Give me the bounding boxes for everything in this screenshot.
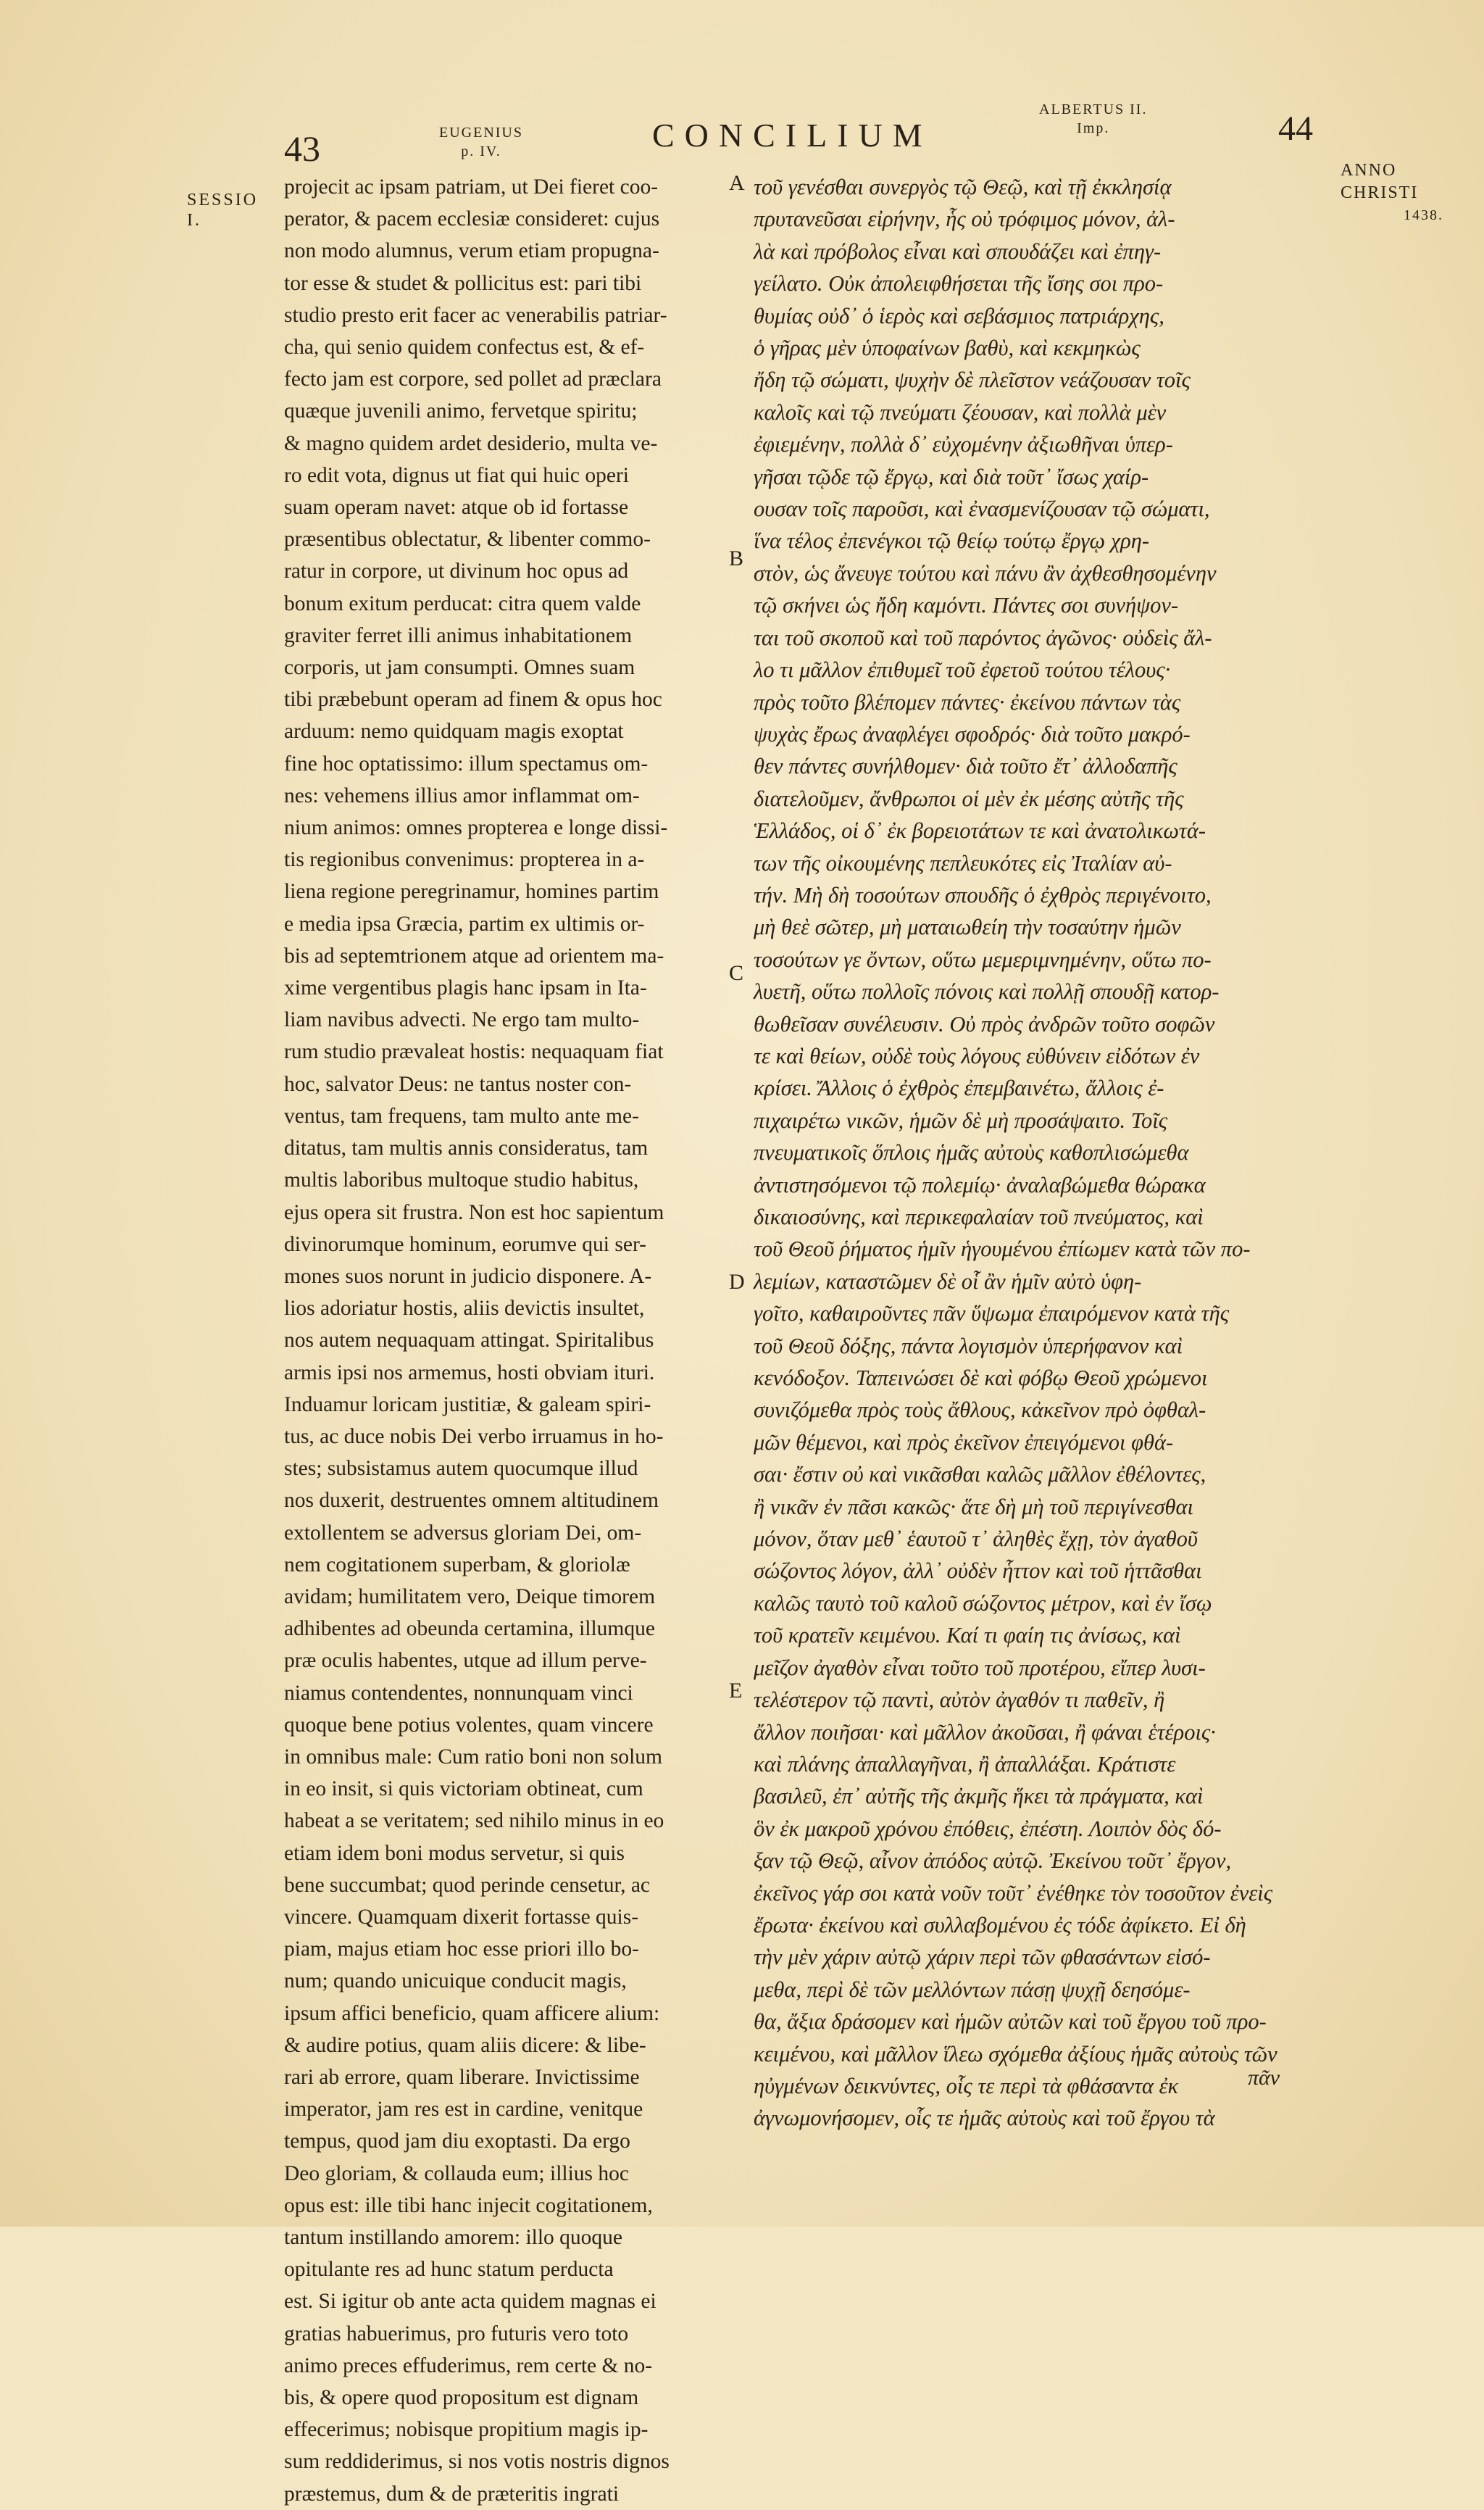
year-value: 1438.	[1404, 207, 1443, 223]
running-head-right-text: ALBERTUS II. Imp.	[1039, 101, 1148, 136]
running-head-left	[439, 123, 523, 161]
greek-column: τοῦ γενέσθαι συνεργὸς τῷ Θεῷ, καὶ τῇ ἐκκλησίᾳ πρυτανεῦσαι εἰρήνην, ἧς οὐ τρόφιμος μόνον, ἀλ- λὰ καὶ πρόβολος εἶναι καὶ σπουδάζει καὶ ἐπηγ- γείλατο. Οὐκ ἀπολειφθήσεται τῆς ἴσης σοι προ- θυμίας οὐδ᾽ ὁ ἱερὸς καὶ σεβάσμιος πατριάρχης, ὁ γῆρας μὲν ὑποφαίνων βαθὺ, καὶ κεκμηκὼς ἤδη τῷ σώματι, ψυχὴν δὲ πλεῖστον νεάζουσαν τοῖς καλοῖς καὶ τῷ πνεύματι ζέουσαν, καὶ πολλὰ μὲν ἐφιεμένην, πολλὰ δ᾽ εὐχομένην ἀξιωθῆναι ὑπερ- γῆσαι τῷδε τῷ ἔργῳ, καὶ διὰ τοῦτ᾽ ἴσως χαίρ- ουσαν τοῖς παροῦσι, καὶ ἐνασμενίζουσαν τῷ σώματι, ἵνα τέλος ἐπενέγκοι τῷ θείῳ τούτῳ ἔργῳ χρη- στὸν, ὡς ἄνευγε τούτου καὶ πάνυ ἂν ἀχθεσθησομένην τῷ σκήνει ὡς ἤδη καμόντι. Πάντες σοι συνήψον- ται τοῦ σκοποῦ καὶ τοῦ παρόντος ἀγῶνος· οὐδεὶς ἄλ- λο τι μᾶλλον ἐπιθυμεῖ τοῦ ἐφετοῦ τούτου τέλους· πρὸς τοῦτο βλέπομεν πάντες· ἐκείνου πάντων τὰς ψυχὰς ἔρως ἀναφλέγει σφοδρός· διὰ τοῦτο μακρό- θεν πάντες συνήλθομεν· διὰ τοῦτο ἔτ᾽ ἀλλοδαπῆς διατελοῦμεν, ἄνθρωποι οἱ μὲν ἐκ μέσης αὐτῆς τῆς Ἑλλάδος, οἱ δ᾽ ἐκ βορειοτάτων τε καὶ ἀνατολικωτά- των τῆς οἰκουμένης πεπλευκότες εἰς Ἰταλίαν αὐ- τήν. Μὴ δὴ τοσούτων σπουδῆς ὁ ἐχθρὸς περιγένοιτο, μὴ θεὲ σῶτερ, μὴ ματαιωθείη τὴν τοσαύτην ἡμῶν τοσούτων γε ὄντων, οὕτω μεμεριμνημένην, οὕτω πο- λυετῆ, οὕτω πολλοῖς πόνοις καὶ πολλῇ σπουδῇ κατορ- θωθεῖσαν συνέλευσιν. Οὐ πρὸς ἀνδρῶν τοῦτο σοφῶν τε καὶ θείων, οὐδὲ τοὺς λόγους εὐθύνειν εἰδότων ἐν κρίσει. Ἄλλοις ὁ ἐχθρὸς ἐπεμβαινέτω, ἄλλοις ἐ- πιχαιρέτω νικῶν, ἡμῶν δὲ μὴ προσάψαιτο. Τοῖς πνευματικοῖς ὅπλοις ἡμᾶς αὐτοὺς καθοπλισώμεθα ἀντιστησόμενοι τῷ πολεμίῳ· ἀναλαβώμεθα θώρακα δικαιοσύνης, καὶ περικεφαλαίαν τοῦ πνεύματος, καὶ τοῦ Θεοῦ ῥήματος ἡμῖν ἡγουμένου ἐπίωμεν κατὰ τῶν πο- λεμίων, καταστῶμεν δὲ οἷ ἂν ἡμῖν αὐτὸ ὑφη- γοῖτο, καθαιροῦντες πᾶν ὕψωμα ἐπαιρόμενον κατὰ τῆς τοῦ Θεοῦ δόξης, πάντα λογισμὸν ὑπερήφανον καὶ κενόδοξον. Ταπεινώσει δὲ καὶ φόβῳ Θεοῦ χρώμενοι συνιζόμεθα πρὸς τοὺς ἄθλους, κἀκεῖνον πρὸ ὀφθαλ- μῶν θέμενοι, καὶ πρὸς ἐκεῖνον ἐπειγόμενοι φθά- σαι· ἔστιν οὐ καὶ νικᾶσθαι καλῶς μᾶλλον ἐθέλοντες, ἢ νικᾶν ἐν πᾶσι κακῶς· ἅτε δὴ μὴ τοῦ περιγίνεσθαι μόνον, ὅταν μεθ᾽ ἑαυτοῦ τ᾽ ἀληθὲς ἔχῃ, τὸν ἀγαθοῦ σώζοντος λόγον, ἀλλ᾽ οὐδὲν ἧττον καὶ τοῦ ἡττᾶσθαι καλῶς ταυτὸ τοῦ καλοῦ σώζοντος μέτρον, καὶ ἐν ἴσῳ τοῦ κρατεῖν κειμένου. Καί τι φαίη τις ἀνίσως, καὶ μεῖζον ἀγαθὸν εἶναι τοῦτο τοῦ προτέρου, εἴπερ λυσι- τελέστερον τῷ παντὶ, αὐτὸν ἀγαθόν τι παθεῖν, ἢ ἄλλον ποιῆσαι· καὶ μᾶλλον ἀκοῦσαι, ἢ φάναι ἑτέροις· καὶ πλάνης ἀπαλλαγῆναι, ἢ ἀπαλλάξαι. Κράτιστε βασιλεῦ, ἐπ᾽ αὐτῆς τῆς ἀκμῆς ἥκει τὰ πράγματα, καὶ ὃν ἐκ μακροῦ χρόνου ἐπόθεις, ἐπέστη. Λοιπὸν δὸς δό- ξαν τῷ Θεῷ, αἶνον ἀπόδος αὐτῷ. Ἐκείνου τοῦτ᾽ ἔργον, ἐκεῖνος γάρ σοι κατὰ νοῦν τοῦτ᾽ ἐνέθηκε τὸν τοσοῦτον ἐνεὶς ἔρωτα· ἐκείνου καὶ συλλαβομένου ἐς τόδε ἀφίκετο. Εἰ δὴ τὴν μὲν χάριν αὐτῷ χάριν περὶ τῶν φθασάντων εἰσό- μεθα, περὶ δὲ τῶν μελλόντων πάσῃ ψυχῇ δεησόμε- θα, ἄξια δράσομεν καὶ ἡμῶν αὐτῶν καὶ τοῦ ἔργου τοῦ προ- κειμένου, καὶ μᾶλλον ἵλεω σχόμεθα ἀξίους ἡμᾶς αὐτοὺς τῶν ηὐγμένων δεικνύντες, οἷς τε περὶ τὰ φθάσαντα ἐκ ἀγνωμονήσομεν, οἷς τε ἡμᾶς αὐτοὺς καὶ τοῦ ἔργου τὰ	[754, 175, 1277, 2131]
section-letter-c: C	[729, 961, 744, 985]
page-number-left: 43	[284, 128, 320, 169]
section-letter-a: A	[729, 171, 745, 195]
year-label: ANNO CHRISTI	[1341, 161, 1419, 202]
section-letter-d: D	[729, 1270, 745, 1294]
session-marker: SESSIO I.	[187, 191, 259, 230]
page-number-right: 44	[1278, 109, 1313, 148]
section-letter-e: E	[729, 1679, 743, 1703]
catchword: πᾶν	[1248, 2066, 1280, 2090]
running-head-left-text: EUGENIUS p. IV.	[439, 125, 523, 159]
year-marker	[1341, 159, 1456, 227]
page-title: CONCILIUM	[652, 117, 933, 154]
running-head-right	[1039, 100, 1147, 138]
latin-column: projecit ac ipsam patriam, ut Dei fieret coo- perator, & pacem ecclesiæ consideret: cujus non modo alumnus, verum etiam propugna- tor esse & studet & pollicitus est: pari tibi studio presto erit facer ac venerabilis patriar- cha, qui senio quidem confectus est, & ef- fecto jam est corpore, sed pollet ad præclara quæque juvenili animo, fervetque spiritu; & magno quidem ardet desiderio, multa ve- ro edit vota, dignus ut fiat qui huic operi suam operam navet: atque ob id fortasse præsentibus oblectatur, & libenter commo- ratur in corpore, ut divinum hoc opus ad bonum exitum perducat: citra quem valde graviter ferret illi animus inhabitationem corporis, ut jam consumpti. Omnes suam tibi præbebunt operam ad finem & opus hoc arduum: nemo quidquam magis exoptat fine hoc optatissimo: illum spectamus om- nes: vehemens illius amor inflammat om- nium animos: omnes propterea e longe dissi- tis regionibus convenimus: propterea in a- liena regione peregrinamur, homines partim e media ipsa Græcia, partim ex ultimis or- bis ad septemtrionem atque ad orientem ma- xime vergentibus plagis hanc ipsam in Ita- liam navibus advecti. Ne ergo tam multo- rum studio prævaleat hostis: nequaquam fiat hoc, salvator Deus: ne tantus noster con- ventus, tam frequens, tam multo ante me- ditatus, tam multis annis consideratus, tam multis laboribus multoque studio habitus, ejus opera sit frustra. Non est hoc sapientum divinorumque hominum, eorumve qui ser- mones suos norunt in judicio disponere. A- lios adoriatur hostis, aliis devictis insultet, nos autem nequaquam attingat. Spiritalibus armis ipsi nos armemus, hosti obviam ituri. Induamur loricam justitiæ, & galeam spiri- tus, ac duce nobis Dei verbo irruamus in ho- stes; subsistamus autem quocumque illud nos duxerit, destruentes omnem altitudinem extollentem se adversus gloriam Dei, om- nem cogitationem superbam, & gloriolæ avidam; humilitatem vero, Deique timorem adhibentes ad obeunda certamina, illumque præ oculis habentes, utque ad illum perve- niamus contendentes, nonnunquam vinci quoque bene potius volentes, quam vincere in omnibus male: Cum ratio boni non solum in eo insit, si quis victoriam obtineat, cum habeat a se veritatem; sed nihilo minus in eo etiam idem boni modus servetur, si quis bene succumbat; quod perinde censetur, ac vincere. Quamquam dixerit fortasse quis- piam, majus etiam hoc esse priori illo bo- num; quando unicuique conducit magis, ipsum affici beneficio, quam afficere alium: & audire potius, quam aliis dicere: & libe- rari ab errore, quam liberare. Invictissime imperator, jam res est in cardine, venitque tempus, quod jam diu exoptasti. Da ergo Deo gloriam, & collauda eum; illius hoc opus est: ille tibi hanc injecit cogitationem, tantum instillando amorem: illo quoque opitulante res ad hunc statum perducta est. Si igitur ob ante acta quidem magnas ei gratias habuerimus, pro futuris vero toto animo preces effuderimus, rem certe & no- bis, & opere quod propositum est dignam effecerimus; nobisque propitium magis ip- sum reddiderimus, si nos votis nostris dignos præstemus, dum & de præteritis ingrati	[284, 175, 670, 2506]
section-letter-b: B	[729, 547, 744, 570]
